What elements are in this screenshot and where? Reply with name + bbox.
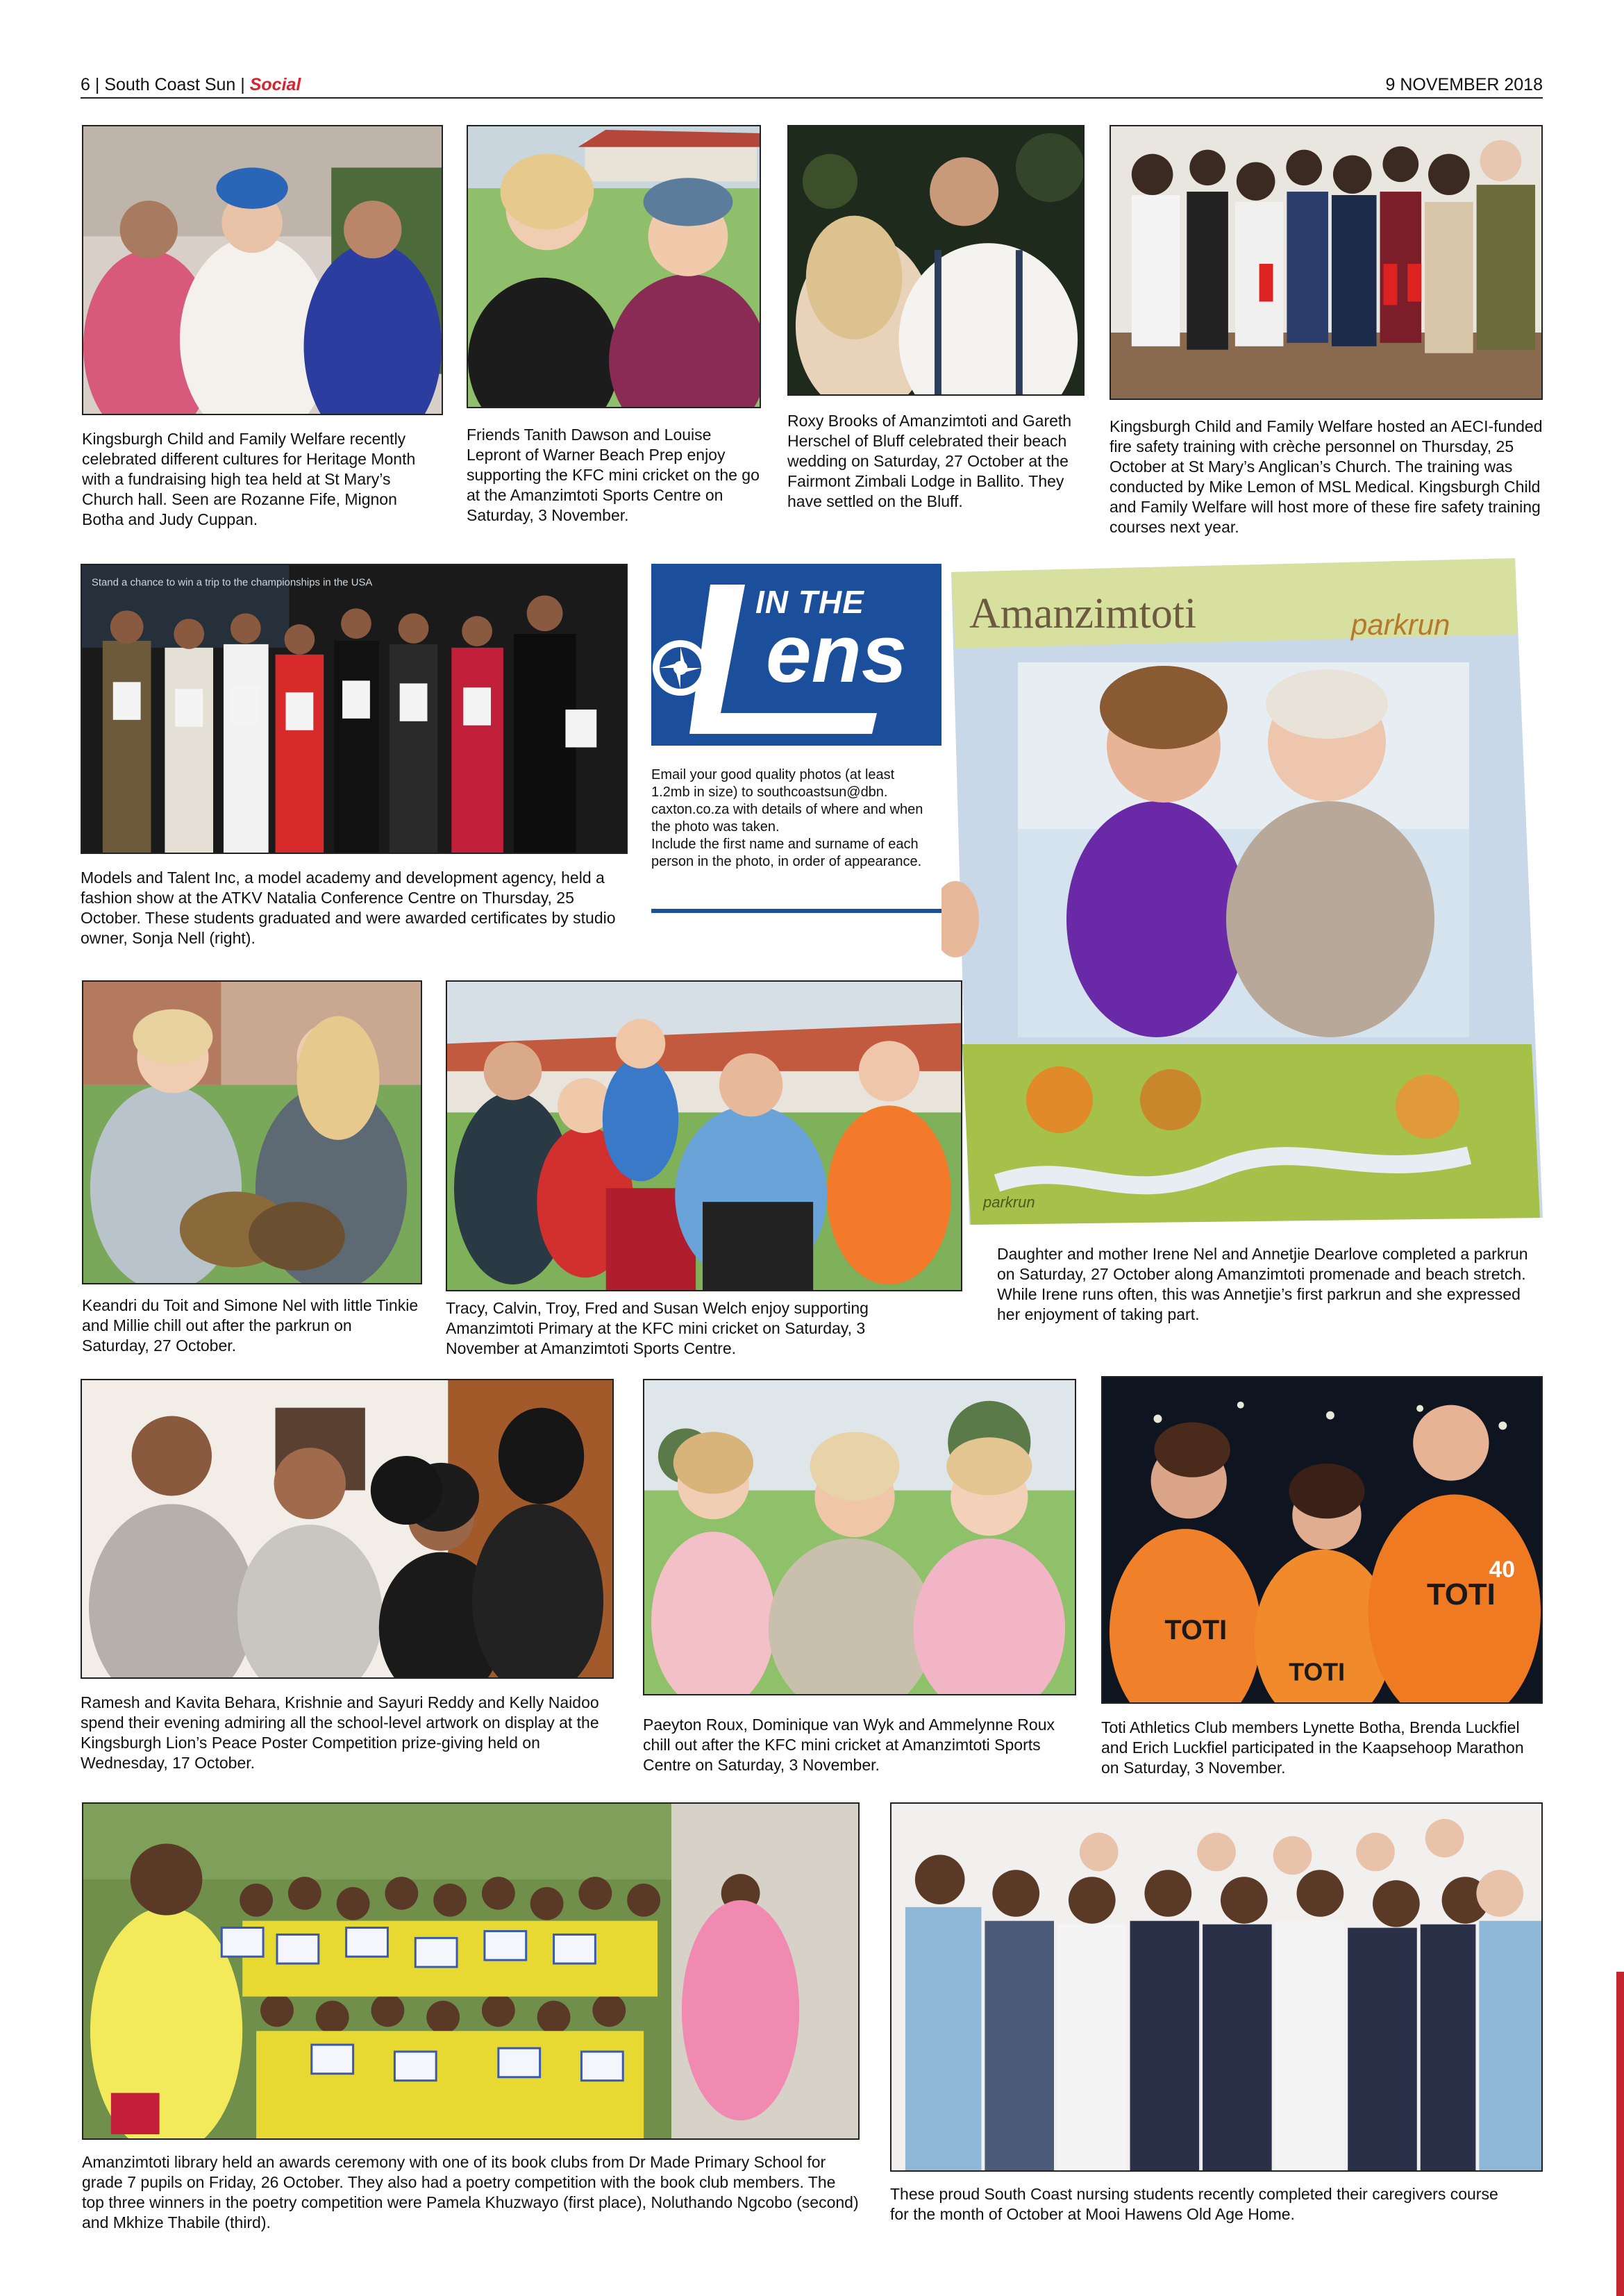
- parkrun-frame-brand: parkrun: [1351, 608, 1450, 641]
- photo-welch-family: [446, 980, 962, 1291]
- shirt-toti-1: TOTI: [1164, 1614, 1228, 1645]
- issue-date: 9 NOVEMBER 2018: [1385, 75, 1543, 94]
- lens-info-line-1: Email your good quality photos (at least 1.2mb in size) to southcoastsun@dbn. caxton.co.za with details of where and when the photo was taken.: [651, 767, 923, 835]
- photo-mini-cricket-friends: [467, 125, 761, 408]
- caption-parkrun: Daughter and mother Irene Nel and Annetjie Dearlove completed a parkrun on Saturday, 27 October along Amanzimtoti promenade and beach stretch. While Irene runs often, this was Annetjie’s first parkrun and she expressed her enjoyment of taking part.: [997, 1245, 1528, 1323]
- photo-fire-safety: [1110, 125, 1543, 400]
- header-left: [81, 72, 301, 97]
- photo-peace-poster: [81, 1379, 614, 1679]
- photo-fashion-show: [81, 564, 628, 854]
- caption-fire-safety: Kingsburgh Child and Family Welfare hosted an AECI-funded fire safety training with crèche personnel on Thursday, 25 October at St Mary’s Anglican’s Church. The training was conducted by Mike Lemon of MSL Medical. Kingsburgh Child and Family Welfare will host more of these fire safety training courses next year.: [1110, 417, 1543, 536]
- caption-peace-poster: Ramesh and Kavita Behara, Krishnie and Sayuri Reddy and Kelly Naidoo spend their evening admiring all the school-level artwork on display at the Kingsburgh Lion’s Peace Poster Competition prize-giving held on Wednesday, 17 October.: [81, 1693, 599, 1772]
- shirt-number: 40: [1489, 1556, 1516, 1583]
- caption-welch-family: Tracy, Calvin, Troy, Fred and Susan Welch enjoy supporting Amanzimtoti Primary at the KFC mini cricket on Saturday, 3 November at Amanzimtoti Sports Centre.: [446, 1299, 869, 1357]
- photo-beach-wedding: [787, 125, 1085, 396]
- lens-title-big: ens: [766, 608, 907, 700]
- lens-title-small: IN THE: [755, 584, 864, 620]
- page-header: [81, 72, 1543, 99]
- photo-kfc-girls: [643, 1379, 1076, 1695]
- banner-text: Stand a chance to win a trip to the championships in the USA: [91, 577, 373, 589]
- caption-nursing-students: These proud South Coast nursing students recently completed their caregivers course for the month of October at Mooi Hawens Old Age Home.: [890, 2185, 1498, 2223]
- caption-heritage-tea: Kingsburgh Child and Family Welfare recently celebrated different cultures for Heritage Month with a fundraising high tea held at St Mary’s Church hall. Seen are Rozanne Fife, Mignon Botha and Judy Cuppan.: [82, 430, 416, 528]
- lens-info-line-2: Include the first name and surname of each person in the photo, in order of appearance.: [651, 837, 922, 869]
- caption-library-awards: Amanzimtoti library held an awards ceremony with one of its book clubs from Dr Made Primary School for grade 7 pupils on Friday, 26 October. They also had a poetry competition with the book club members. The top three winners in the poetry competition were Pamela Khuzwayo (first place), Noluthando Ngcobo (second) and Mkhize Thabile (third).: [82, 2153, 859, 2231]
- caption-toti-athletics: Toti Athletics Club members Lynette Botha, Brenda Luckfiel and Erich Luckfiel participated in the Kaapsehoop Marathon on Saturday, 3 November.: [1101, 1718, 1524, 1777]
- header-separator: |: [94, 75, 100, 94]
- parkrun-frame-title: Amanzimtoti: [969, 590, 1197, 637]
- parkrun-frame-corner: parkrun: [983, 1193, 1035, 1211]
- page-edge-strip: [1616, 1972, 1624, 2296]
- shirt-toti-2: TOTI: [1289, 1658, 1346, 1686]
- photo-parkrun-frame: [941, 558, 1543, 1225]
- photo-nursing-students: [890, 1802, 1543, 2172]
- photo-toti-athletics: [1101, 1376, 1543, 1704]
- lens-divider: [651, 909, 943, 913]
- caption-fashion-show: Models and Talent Inc, a model academy and development agency, held a fashion show at the ATKV Natalia Conference Centre on Thursday, 25 October. These students graduated and were awarded certificates by studio owner, Sonja Nell (right).: [81, 869, 616, 947]
- photo-parkrun-dogs: [82, 980, 422, 1284]
- photo-heritage-tea: [82, 125, 443, 415]
- section-name: Social: [249, 75, 301, 94]
- publication-name: South Coast Sun: [104, 75, 236, 94]
- page-number: 6: [81, 75, 90, 94]
- header-separator-2: |: [240, 75, 245, 94]
- in-the-lens-logo: [651, 564, 943, 746]
- caption-kfc-girls: Paeyton Roux, Dominique van Wyk and Ammelynne Roux chill out after the KFC mini cricket at Amanzimtoti Sports Centre on Saturday, 3 November.: [643, 1716, 1055, 1774]
- caption-beach-wedding: Roxy Brooks of Amanzimtoti and Gareth Herschel of Bluff celebrated their beach wedding on Saturday, 27 October at the Fairmont Zimbali Lodge in Ballito. They have settled on the Bluff.: [787, 412, 1072, 510]
- photo-library-awards: [82, 1802, 860, 2140]
- shirt-toti-3: TOTI: [1427, 1577, 1496, 1612]
- caption-parkrun-dogs: Keandri du Toit and Simone Nel with little Tinkie and Millie chill out after the parkrun on Saturday, 27 October.: [82, 1296, 419, 1355]
- lens-instructions: [651, 766, 929, 871]
- caption-mini-cricket-friends: Friends Tanith Dawson and Louise Lepront of Warner Beach Prep enjoy supporting the KFC mini cricket on the go at the Amanzimtoti Sports Centre on Saturday, 3 November.: [467, 426, 760, 524]
